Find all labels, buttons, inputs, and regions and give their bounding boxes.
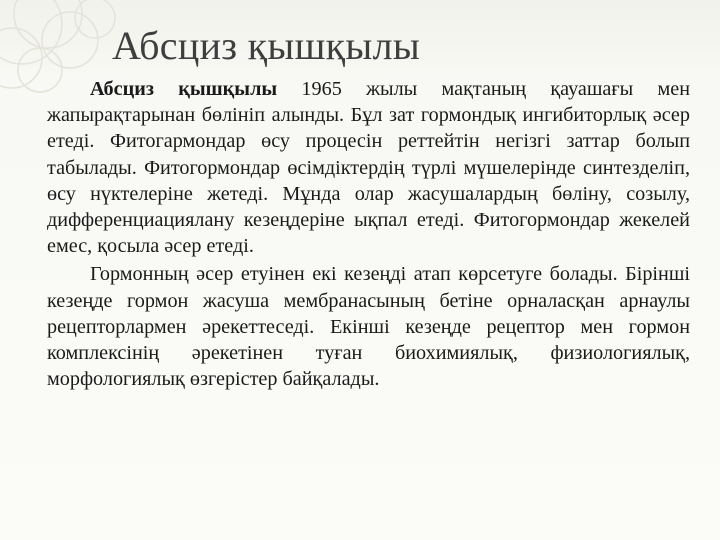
paragraph-1 [47, 76, 690, 259]
term-highlight: Абсциз қышқылы [90, 78, 278, 100]
paragraph-1-text: 1965 жылы мақтаның қауашағы мен жапырақтарынан бөлініп алынды. Бұл зат гормондық ингибиторлық әсер етеді. Фитогармондар өсу процесін реттейтін негізгі заттар болып табылады. Фитогормондар өсімдіктердің түрлі мүшелерінде синтезделіп, өсу нүктелеріне жетеді. Мұнда олар жасушалардың бөліну, созылу, дифференциациялану кезеңдеріне ықпал етеді. Фитогормондар жекелей емес, қосыла әсер етеді. [47, 78, 691, 258]
paragraph-2-text: Гормонның әсер етуінен екі кезеңді атап көрсетуге болады. Бірінші кезеңде гормон жасуша мембранасының бетіне орналасқан арнаулы рецепторлармен әрекеттеседі. Екінші кезеңде рецептор мен гормон комплексінің әрекетінен туған биохимиялық, физиологиялық, морфологиялық өзгерістер байқалады. [47, 263, 690, 391]
paragraph-2 [47, 261, 690, 392]
slide-body [47, 76, 690, 392]
slide-title: Абсциз қышқылы [112, 23, 421, 68]
